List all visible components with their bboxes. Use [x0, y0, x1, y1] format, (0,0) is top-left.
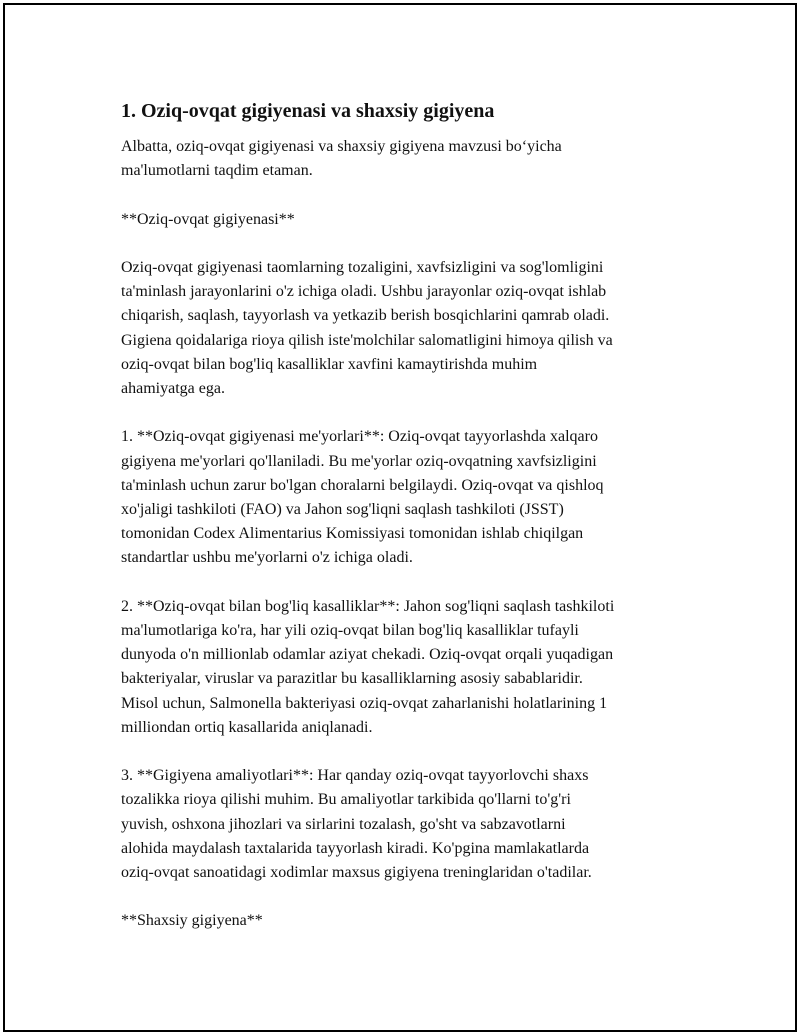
food-hygiene-paragraph: Oziq-ovqat gigiyenasi taomlarning tozaligini, xavfsizligini va sog'lomligini ta'minlash jarayonlarini o'z ichiga oladi. Ushbu jarayonlar oziq-ovqat ishlab chiqarish, saqlash, tayyorlash va yetkazib berish bosqichlarini qamrab oladi. Gigiena qoidalariga rioya qilish iste'molchilar salomatligini himoya qilish va oziq-ovqat bilan bog'liq kasalliklar xavfini kamaytirishda muhim ahamiyatga ega.: [121, 258, 613, 397]
document-body: [121, 97, 701, 958]
document-title: 1. Oziq-ovqat gigiyenasi va shaxsiy gigiyena: [121, 100, 495, 122]
section-heading-personal-hygiene: **Shaxsiy gigiyena**: [121, 912, 263, 930]
list-item-practices: 3. **Gigiyena amaliyotlari**: Har qanday oziq-ovqat tayyorlovchi shaxs tozalikka rioya qilishi muhim. Bu amaliyotlar tarkibida qo'llarni to'g'ri yuvish, oshxona jihozlari va sirlarini tozalash, go'sht va sabzavotlarni alohida maydalash taxtalarida tayyorlash kiradi. Ko'pgina mamlakatlarda oziq-ovqat sanoatidagi xodimlar maxsus gigiyena treninglaridan o'tadilar.: [121, 767, 592, 882]
section-heading-food-hygiene: **Oziq-ovqat gigiyenasi**: [121, 210, 295, 228]
page-frame: [3, 3, 797, 1032]
list-item-standards: 1. **Oziq-ovqat gigiyenasi me'yorlari**: Oziq-ovqat tayyorlashda xalqaro gigiyena me'yorlari qo'llaniladi. Bu me'yorlar oziq-ovqatning xavfsizligini ta'minlash uchun zarur bo'lgan choralarni belgilaydi. Oziq-ovqat va qishloq xo'jaligi tashkiloti (FAO) va Jahon sog'liqni saqlash tashkiloti (JSST) tomonidan Codex Alimentarius Komissiyasi tomonidan ishlab chiqilgan standartlar ushbu me'yorlarni o'z ichiga oladi.: [121, 428, 604, 567]
list-item-diseases: 2. **Oziq-ovqat bilan bog'liq kasalliklar**: Jahon sog'liqni saqlash tashkiloti ma'lumotlariga ko'ra, har yili oziq-ovqat bilan bog'liq kasalliklar tufayli dunyoda o'n millionlab odamlar aziyat chekadi. Oziq-ovqat orqali yuqadigan bakteriyalar, viruslar va parazitlar bu kasalliklarning asosiy sabablaridir. Misol uchun, Salmonella bakteriyasi oziq-ovqat zaharlanishi holatlarining 1 milliondan ortiq kasallarida aniqlanadi.: [121, 597, 615, 736]
intro-paragraph: Albatta, oziq-ovqat gigiyenasi va shaxsiy gigiyena mavzusi bo‘yicha ma'lumotlarni taqdim etaman.: [121, 138, 562, 180]
